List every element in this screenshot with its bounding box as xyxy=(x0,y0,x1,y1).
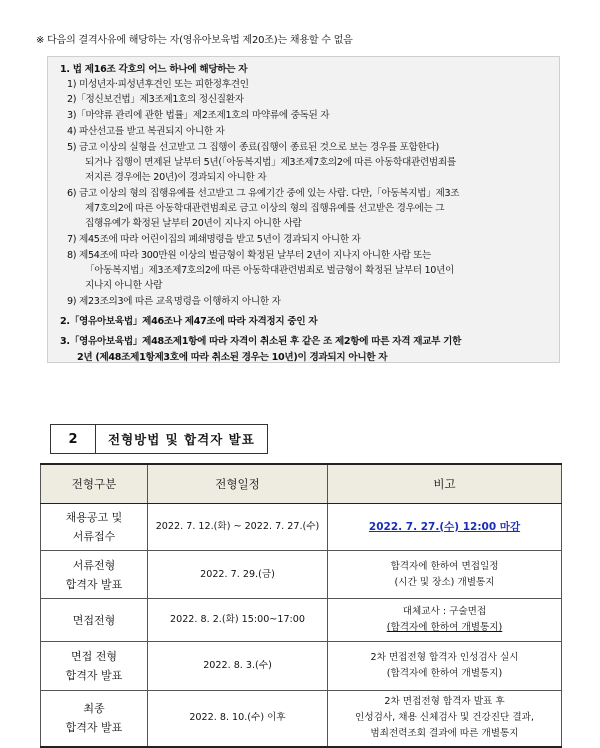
section-title: 전형방법 및 합격자 발표 xyxy=(108,432,255,447)
category-line: 채용공고 및 xyxy=(65,511,123,524)
deadline-text: 2022. 7. 27.(수) 12:00 마감 xyxy=(368,520,521,533)
table-row xyxy=(41,642,562,691)
table-row xyxy=(41,504,562,551)
disq-item-1-5-cont: 저지른 경우에는 20년)이 경과되지 아니한 자 xyxy=(85,172,267,183)
disq-item-1-6: 6) 금고 이상의 형의 집행유예를 선고받고 그 유예기간 중에 있는 사람. 다만,「아동복지법」제3조 xyxy=(67,188,460,199)
table-row xyxy=(41,551,562,599)
row-category xyxy=(41,599,148,642)
disq-item-2: 2.「영유아보육법」제46조나 제47조에 따라 자격정지 중인 자 xyxy=(60,316,318,327)
note-line: 대체교사 : 구술면접 xyxy=(402,606,487,617)
row-date: 2022. 8. 2.(화) 15:00~17:00 xyxy=(148,599,328,642)
disq-item-1-8: 8) 제54조에 따라 300만원 이상의 벌금형이 확정된 날부터 2년이 지나지 아니한 사람 또는 xyxy=(67,250,432,261)
section-number: 2 xyxy=(51,425,96,453)
row-note xyxy=(328,504,562,551)
row-category xyxy=(41,551,148,599)
disq-item-1-8-cont: 지나지 아니한 사람 xyxy=(85,280,163,291)
category-line: 최종 xyxy=(83,702,105,716)
row-date: 2022. 8. 3.(수) xyxy=(148,642,328,691)
row-date: 2022. 8. 10.(수) 이후 xyxy=(148,691,328,747)
disq-item-1-6-cont: 집행유예가 확정된 날부터 20년이 지나지 아니한 사람 xyxy=(85,218,302,229)
note-line: 합격자에 한하여 면접일정 xyxy=(390,560,499,572)
note-line: (합격자에 한하여 개별통지) xyxy=(386,668,503,679)
row-note xyxy=(328,551,562,599)
row-note xyxy=(328,691,562,747)
disq-item-1-6-cont: 제7호의2에 따른 아동학대관련범죄로 금고 이상의 형의 집행유예를 선고받은 경우에는 그 xyxy=(85,203,445,214)
category-line: 합격자 발표 xyxy=(65,577,123,591)
note-line: 2차 면접전형 합격자 발표 후 xyxy=(384,696,505,708)
note-line: 범죄전력조회 결과에 따른 개별통지 xyxy=(370,728,519,740)
header-schedule: 전형일정 xyxy=(148,464,328,504)
category-line: 서류접수 xyxy=(72,530,116,543)
schedule-table xyxy=(40,463,562,748)
header-category: 전형구분 xyxy=(41,464,148,504)
disq-item-1-4: 4) 파산선고를 받고 복권되지 아니한 자 xyxy=(67,126,225,137)
row-category xyxy=(41,642,148,691)
row-category xyxy=(41,691,148,747)
disq-item-3-cont: 2년 (제48조제1항제3호에 따라 취소된 경우는 10년)이 경과되지 아니한 자 xyxy=(77,352,388,363)
disq-item-1-5-cont: 되거나 집행이 면제된 날부터 5년(「아동복지법」제3조제7호의2에 따른 아동학대관련범죄를 xyxy=(85,157,456,168)
row-note xyxy=(328,599,562,642)
disq-item-1-3: 3)「마약류 관리에 관한 법률」제2조제1호의 마약류에 중독된 자 xyxy=(67,110,330,121)
section-heading xyxy=(50,424,268,454)
disq-item-1-5: 5) 금고 이상의 실형을 선고받고 그 집행이 종료(집행이 종료된 것으로 보는 경우를 포함한다) xyxy=(67,142,439,153)
disq-item-1-9: 9) 제23조의3에 따른 교육명령을 이행하지 아니한 자 xyxy=(67,296,281,307)
disq-item-1-2: 2)「정신보건법」제3조제1호의 정신질환자 xyxy=(67,94,244,105)
table-row xyxy=(41,691,562,747)
disq-item-1-8-cont: 「아동복지법」제3조제7호의2에 따른 아동학대관련범죄로 벌금형이 확정된 날부터 10년이 xyxy=(85,265,455,276)
table-row xyxy=(41,599,562,642)
note-line: 2차 면접전형 합격자 인성검사 실시 xyxy=(370,652,519,663)
category-line: 서류전형 xyxy=(72,558,116,572)
disq-item-1-1: 1) 미성년자·피성년후견인 또는 피한정후견인 xyxy=(67,79,249,90)
row-note xyxy=(328,642,562,691)
note-line: (합격자에 한하여 개별통지) xyxy=(386,622,503,633)
category-line: 합격자 발표 xyxy=(65,721,123,735)
note-line: (시간 및 장소) 개별통지 xyxy=(394,576,495,588)
row-date: 2022. 7. 12.(화) ~ 2022. 7. 27.(수) xyxy=(148,504,328,551)
disqualification-box xyxy=(47,56,560,363)
disq-item-1: 1. 법 제16조 각호의 어느 하나에 해당하는 자 xyxy=(60,64,248,75)
table-header-row xyxy=(41,464,562,504)
category-line: 면접 전형 xyxy=(70,650,117,663)
disq-item-1-7: 7) 제45조에 따라 어린이집의 폐쇄명령을 받고 5년이 경과되지 아니한 자 xyxy=(67,234,361,245)
disq-item-3: 3.「영유아보육법」제48조제1항에 따라 자격이 취소된 후 같은 조 제2항에 따른 자격 재교부 기한 xyxy=(60,336,462,347)
notice-text: ※ 다음의 결격사유에 해당하는 자(영유아보육법 제20조)는 채용할 수 없음 xyxy=(36,35,353,46)
category-line: 합격자 발표 xyxy=(65,669,123,682)
row-date: 2022. 7. 29.(금) xyxy=(148,551,328,599)
row-category xyxy=(41,504,148,551)
note-line: 인성검사, 채용 신체검사 및 건강진단 결과, xyxy=(355,712,534,724)
header-note: 비고 xyxy=(328,464,562,504)
category-line: 면접전형 xyxy=(72,613,116,627)
